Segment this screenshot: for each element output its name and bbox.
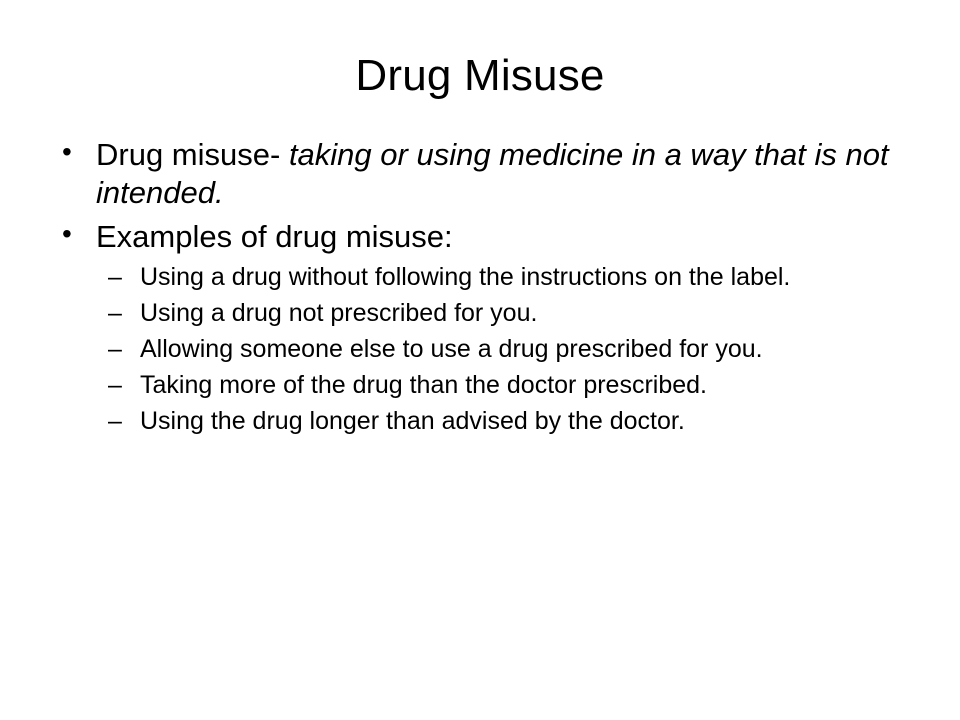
sub-bullet-text: Allowing someone else to use a drug prescribed for you. [140, 334, 763, 363]
sub-bullet-list [0, 262, 960, 437]
slide-title: Drug Misuse [355, 51, 605, 100]
sub-bullet-text: Using the drug longer than advised by the doctor. [140, 406, 685, 435]
bullet-text-lead: Examples of drug misuse: [96, 219, 453, 255]
sub-bullet-item [0, 298, 960, 329]
dash-bullet-icon: – [108, 370, 122, 399]
sub-bullet-item [0, 334, 960, 365]
sub-bullet-group [0, 262, 960, 437]
bullet-item-examples-heading [0, 218, 960, 256]
slide-body-list [0, 136, 960, 436]
dash-bullet-icon: – [108, 262, 122, 291]
sub-bullet-text: Taking more of the drug than the doctor prescribed. [140, 370, 707, 399]
sub-bullet-text: Using a drug without following the instructions on the label. [140, 262, 791, 291]
sub-bullet-item [0, 406, 960, 437]
dash-bullet-icon: – [108, 406, 122, 435]
bullet-glyph-icon: • [62, 218, 72, 250]
dash-bullet-icon: – [108, 334, 122, 363]
sub-bullet-item [0, 262, 960, 293]
sub-bullet-text: Using a drug not prescribed for you. [140, 298, 538, 327]
sub-bullet-item [0, 370, 960, 401]
bullet-text-lead: Drug misuse- [96, 137, 289, 173]
dash-bullet-icon: – [108, 298, 122, 327]
bullet-item-definition [0, 136, 960, 212]
bullet-glyph-icon: • [62, 136, 72, 168]
bullet-text-emphasis: taking or using medicine in a way that is not intended. [96, 137, 889, 211]
